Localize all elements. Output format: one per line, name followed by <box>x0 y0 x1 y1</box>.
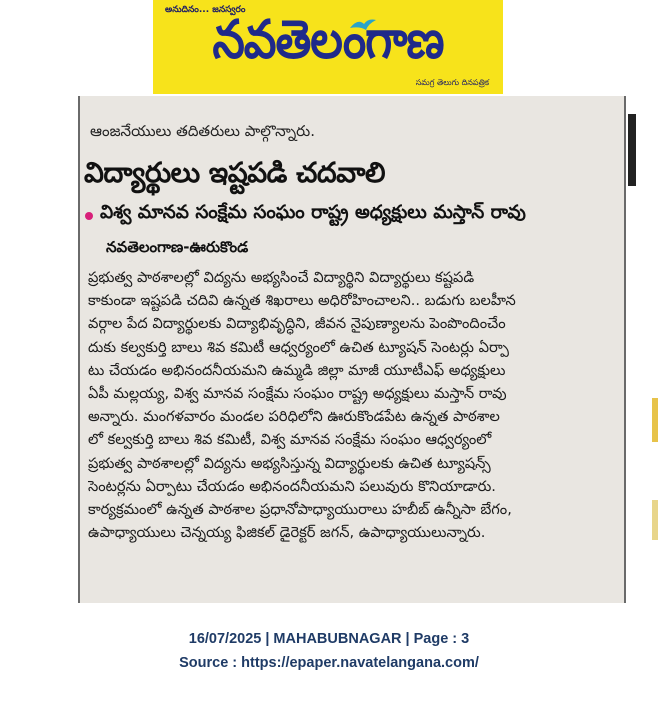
body-line: కాకుండా ఇష్టపడి చదివి ఉన్నత శిఖరాలు అధిరోహించాలని.. బడుగు బలహీన <box>88 292 516 310</box>
body-line: ఉపాధ్యాయులు చెన్నయ్య ఫిజికల్ డైరెక్టర్ జగన్, ఉపాధ్యాయులున్నారు. <box>88 524 486 542</box>
column-divider-right <box>624 96 626 603</box>
article-headline: విద్యార్థులు ఇష్టపడి చదవాలి <box>84 156 385 189</box>
masthead-subtitle: సమగ్ర తెలుగు దినపత్రిక <box>415 78 489 87</box>
scan-edge-artifact <box>628 114 636 186</box>
masthead-title: నవతెలంగాణ <box>212 8 444 71</box>
article-dateline: నవతెలంగాణ-ఊరుకొండ <box>106 238 249 256</box>
article-clipping <box>78 96 626 603</box>
body-line: ప్రభుత్వ పాఠశాలల్లో విద్యను అభ్యసిస్తున్న విద్యార్థులకు ఉచిత ట్యూషన్స్ <box>88 454 491 472</box>
masthead-logo <box>153 0 503 94</box>
body-line: అన్నారు. మంగళవారం మండల పరిధిలోని ఊరుకొండపేట ఉన్నత పాఠశాల <box>88 408 500 426</box>
body-line: కార్యక్రమంలో ఉన్నత పాఠశాల ప్రధానోపాధ్యాయురాలు హబీబ్ ఉన్నీసా బేగం, <box>88 500 512 518</box>
scan-edge-artifact <box>652 500 658 540</box>
body-line: టు చేయడం అభినందనీయమని ఉమ్మడి జిల్లా మాజీ యూటీఎఫ్ అధ్యక్షులు <box>88 361 506 379</box>
article-subheadline: విశ్వ మానవ సంక్షేమ సంఘం రాష్ట్ర అధ్యక్షులు మస్తాన్ రావు <box>100 202 526 223</box>
scan-edge-artifact <box>652 398 658 442</box>
body-line: దుకు కల్వకుర్తి బాలు శివ కమిటీ ఆధ్వర్యంలో ఉచిత ట్యూషన్ సెంటర్లు ఏర్పా <box>88 338 509 356</box>
article-body <box>88 266 616 544</box>
body-line: వర్గాల పేద విద్యార్థులకు విద్యాభివృద్ధిని, జీవన నైపుణ్యాలను పెంపొందించేం <box>88 315 506 333</box>
body-line: లో కల్వకుర్తి బాలు శివ కమిటీ, విశ్వ మానవ సంక్షేమ సంఘం ఆధ్వర్యంలో <box>88 431 492 449</box>
masthead-tagline: అనుదినం... జనస్వరం <box>165 5 246 15</box>
column-divider-left <box>78 96 80 603</box>
body-line: ఏపీ మల్లయ్య, విశ్వ మానవ సంక్షేమ సంఘం రాష్ట్ర అధ్యక్షులు మస్తాన్ రావు <box>88 384 507 402</box>
bullet-icon <box>85 212 93 220</box>
footer-source-line: Source : https://epaper.navatelangana.com/ <box>179 655 479 671</box>
body-line: ప్రభుత్వ పాఠశాలల్లో విద్యను అభ్యసించే విద్యార్థిని విద్యార్థులు కష్టపడి <box>88 269 475 286</box>
footer-date-line: 16/07/2025 | MAHABUBNAGAR | Page : 3 <box>188 631 470 647</box>
previous-article-fragment: ఆంజనేయులు తదితరులు పాల్గొన్నారు. <box>90 122 315 140</box>
body-line: సెంటర్లను ఏర్పాటు చేయడం అభినందనీయమని పలువురు కొనియాడారు. <box>88 477 496 495</box>
